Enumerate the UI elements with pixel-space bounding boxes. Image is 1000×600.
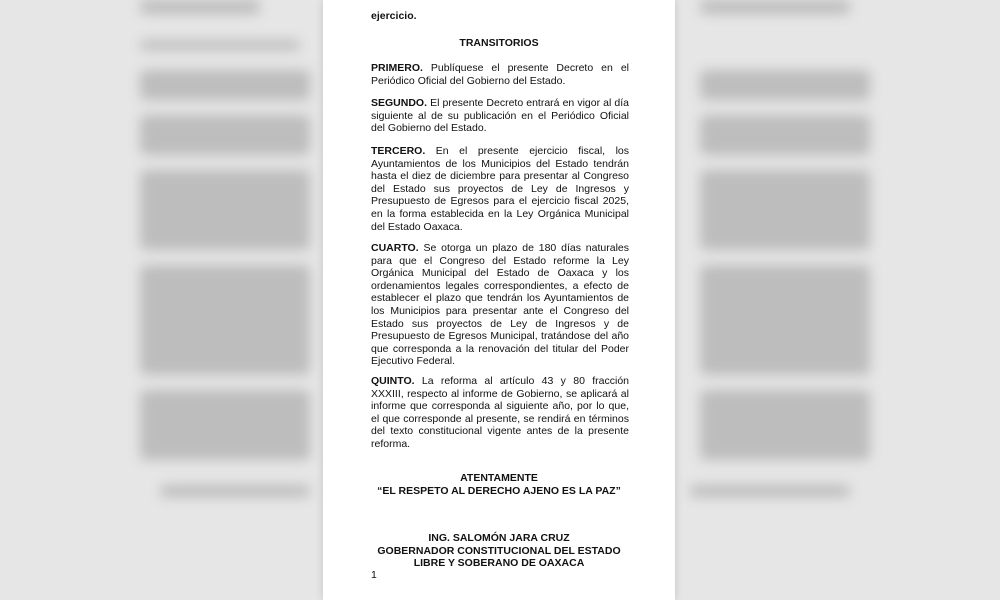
signer-title-2: LIBRE Y SOBERANO DE OAXACA — [413, 557, 585, 569]
article-text: La reforma al artículo 43 y 80 fracción XXXIII, respecto al informe de Gobierno, se aplicará al informe que corresponda al siguiente año, por lo que, el que corresponde al presente, se rendirá en términos del texto constitucional vigente antes de la presente reforma. — [371, 375, 629, 450]
article-quinto — [371, 375, 629, 451]
section-heading: TRANSITORIOS — [459, 37, 539, 49]
article-text: En el presente ejercicio fiscal, los Ayuntamientos de los Municipios del Estado tendrán hasta el diez de diciembre para presentar al Congreso del Estado sus proyectos de Ley de Ingresos y Presupuesto de Egresos para el ejercicio fiscal 2025, en la forma establecida en la Ley Orgánica Municipal del Estado Oaxaca. — [371, 145, 629, 233]
article-label: PRIMERO. — [371, 62, 423, 74]
article-cuarto — [371, 242, 629, 368]
signer-title-1: GOBERNADOR CONSTITUCIONAL DEL ESTADO — [377, 545, 621, 557]
page-number: 1 — [371, 569, 377, 581]
article-label: SEGUNDO. — [371, 97, 428, 109]
document-page — [323, 0, 675, 600]
closing-text: ATENTAMENTE — [460, 472, 538, 484]
article-text: El presente Decreto entrará en vigor al día siguiente al de su publicación en el Periódico Oficial del Gobierno del Estado. — [371, 97, 629, 135]
article-text: Publíquese el presente Decreto en el Periódico Oficial del Gobierno del Estado. — [371, 62, 629, 87]
signer-name: ING. SALOMÓN JARA CRUZ — [428, 532, 570, 544]
motto-text: “EL RESPETO AL DERECHO AJENO ES LA PAZ” — [377, 485, 621, 497]
article-primero — [371, 62, 629, 87]
top-fragment: ejercicio. — [371, 10, 417, 22]
article-label: TERCERO. — [371, 145, 426, 157]
article-label: QUINTO. — [371, 375, 415, 387]
article-label: CUARTO. — [371, 242, 419, 254]
article-text: Se otorga un plazo de 180 días naturales para que el Congreso del Estado reforme la Ley Orgánica Municipal del Estado de Oaxaca y los ordenamientos legales correspondientes, a efecto de establecer el plazo que tendrán los Ayuntamientos de los Municipios para presentar ante el Congreso del Estado sus proyectos de Ley de Ingresos y de Presupuesto de Egresos Municipal, tratándose del año que corresponda a la renovación del titular del Poder Ejecutivo Federal. — [371, 242, 629, 368]
article-segundo — [371, 97, 629, 135]
article-tercero — [371, 145, 629, 233]
